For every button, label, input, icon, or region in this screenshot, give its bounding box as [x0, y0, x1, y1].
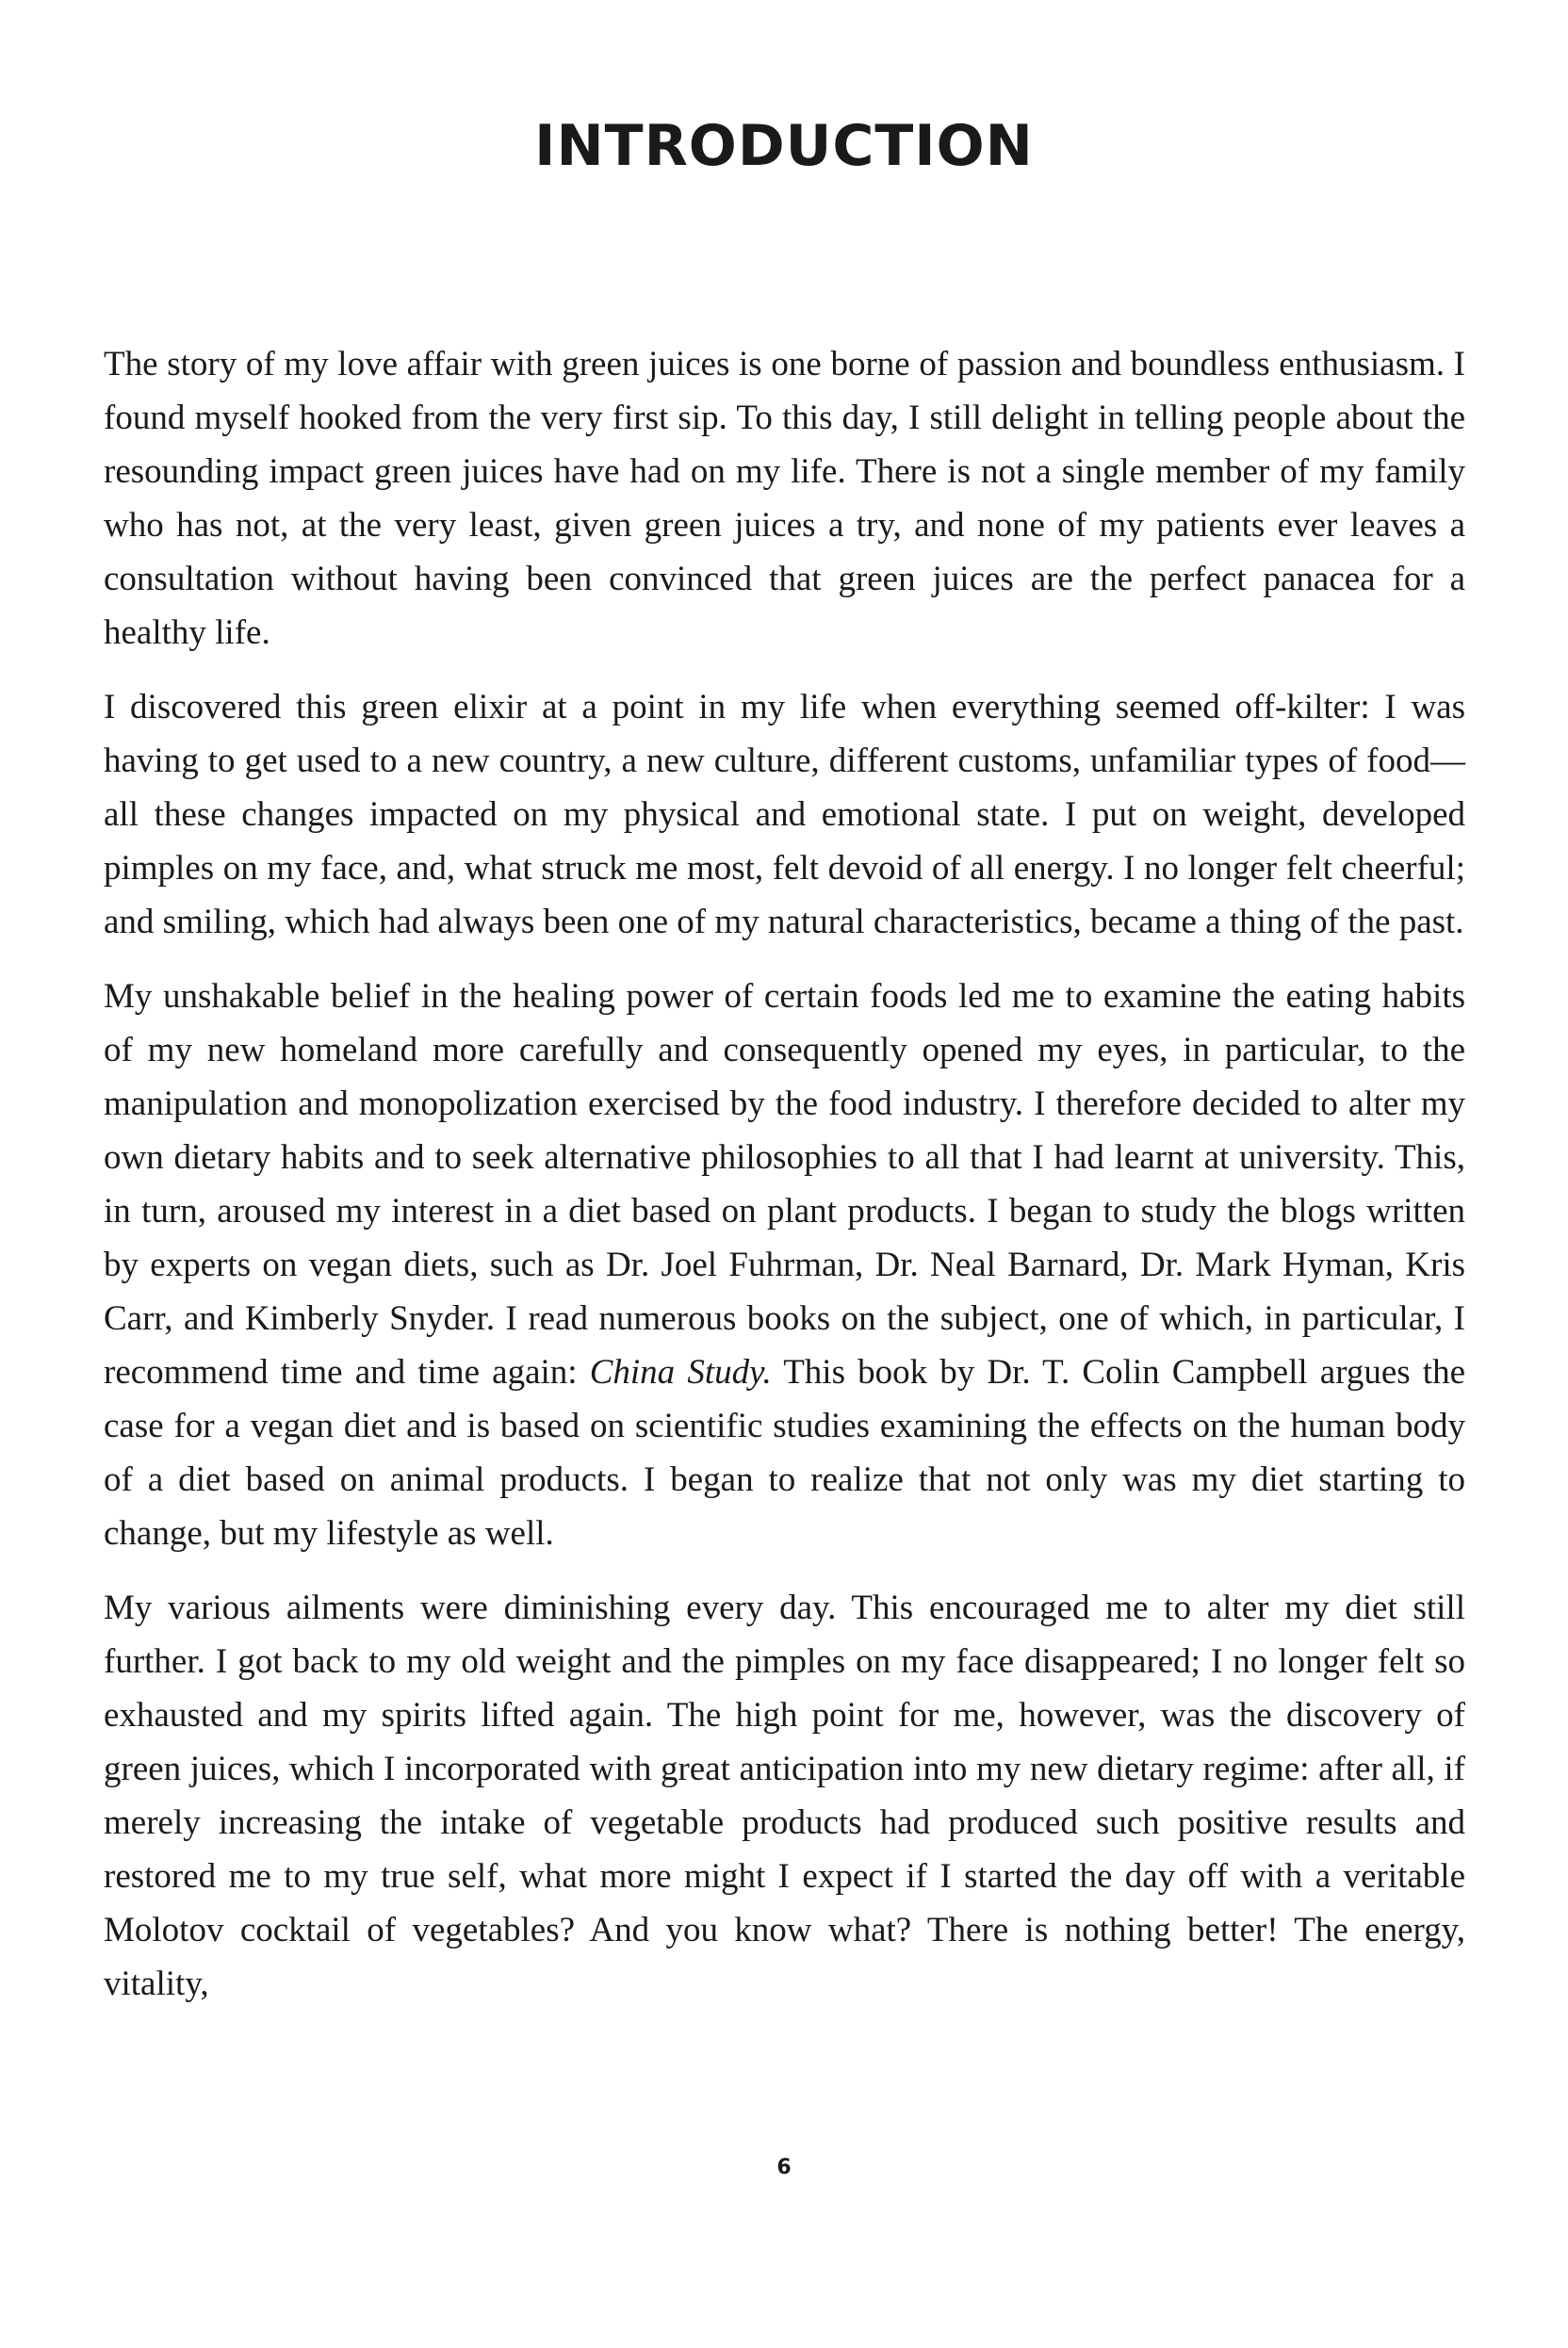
paragraph-3: [104, 970, 1465, 1560]
paragraph-3-text-a: My unshakable belief in the healing power of certain foods led me to examine the eating habits of my new homeland more carefully and consequently opened my eyes, in particular, to the manipulation and monopolization exercised by the food industry. I therefore decided to alter my own dietary habits and to seek alternative philosophies to all that I had learnt at university. This, in turn, aroused my interest in a diet based on plant products. I began to study the blogs written by experts on vegan diets, such as Dr. Joel Fuhrman, Dr. Neal Barnard, Dr. Mark Hyman, Kris Carr, and Kimberly Snyder. I read numerous books on the subject, one of which, in particular, I recommend time and time again:: [104, 977, 1465, 1392]
body-text: [104, 337, 1465, 2031]
page-number: 6: [776, 2156, 792, 2179]
paragraph-3-text-b: This book by Dr. T. Colin Campbell argues the case for a vegan diet and is based on scientific studies examining the effects on the human body of a diet based on animal products. I began to realize that not only was my diet starting to change, but my lifestyle as well.: [104, 1353, 1466, 1553]
paragraph-4: My various ailments were diminishing every day. This encouraged me to alter my diet still further. I got back to my old weight and the pimples on my face disappeared; I no longer felt so exhausted and my spirits lifted again. The high point for me, however, was the discovery of green juices, which I incorporated with great anticipation into my new dietary regime: after all, if merely increasing the intake of vegetable products had produced such positive results and restored me to my true self, what more might I expect if I started the day off with a veritable Molotov cocktail of vegetables? And you know what? There is nothing better! The energy, vitality,: [104, 1589, 1465, 2003]
paragraph-1: The story of my love affair with green juices is one borne of passion and boundless enthusiasm. I found myself hooked from the very first sip. To this day, I still delight in telling people about the resounding impact green juices have had on my life. There is not a single member of my family who has not, at the very least, given green juices a try, and none of my patients ever leaves a consultation without having been convinced that green juices are the perfect panacea for a healthy life.: [104, 345, 1465, 652]
paragraph-2: I discovered this green elixir at a point in my life when everything seemed off-kilter: I was having to get used to a new country, a new culture, different customs, unfamiliar types of food—all these changes impacted on my physical and emotional state. I put on weight, developed pimples on my face, and, what struck me most, felt devoid of all energy. I no longer felt cheerful; and smiling, which had always been one of my natural characteristics, became a thing of the past.: [104, 688, 1465, 941]
page-title: INTRODUCTION: [534, 113, 1034, 179]
book-title-china-study: China Study.: [589, 1353, 772, 1392]
